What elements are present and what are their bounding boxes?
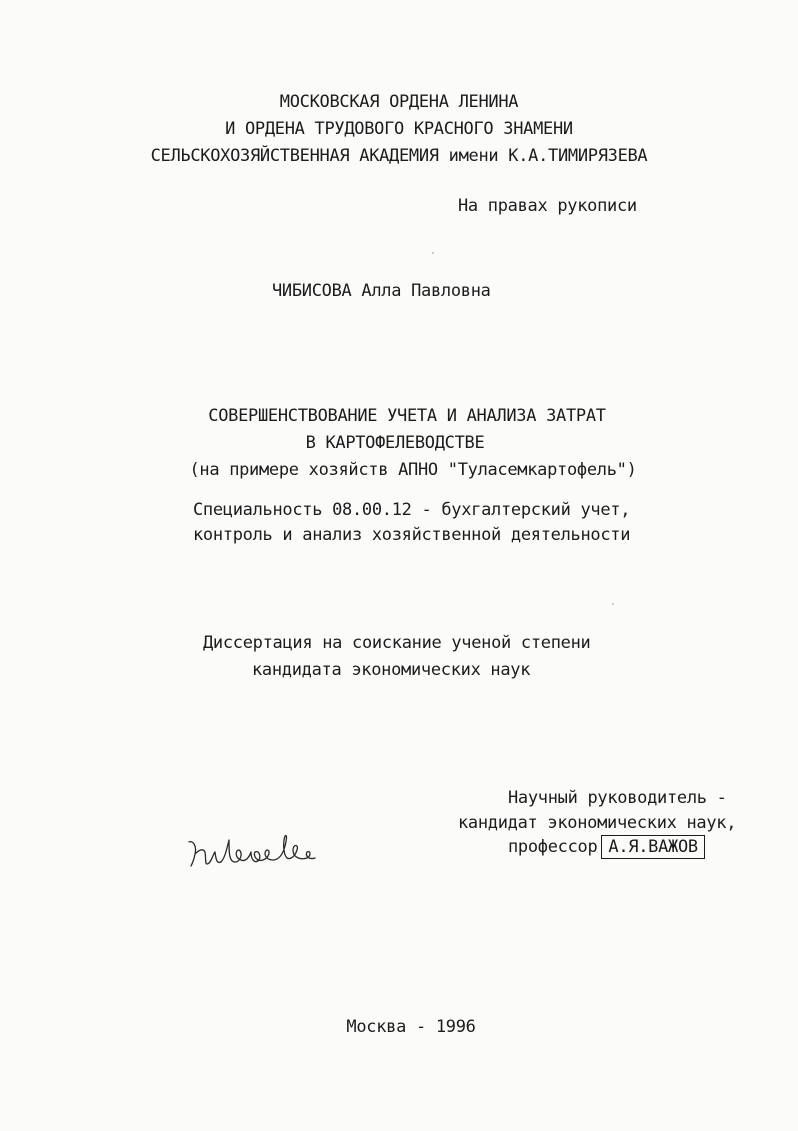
specialty-line-2: контроль и анализ хозяйственной деятельности: [193, 525, 631, 545]
title-line-1: СОВЕРШЕНСТВОВАНИЕ УЧЕТА И АНАЛИЗА ЗАТРАТ: [208, 406, 606, 426]
supervisor-line-2: кандидат экономических наук,: [458, 813, 737, 833]
supervisor-line-1: Научный руководитель -: [508, 788, 727, 808]
dissertation-line-1: Диссертация на соискание ученой степени: [203, 633, 591, 653]
manuscript-note: На правах рукописи: [458, 196, 637, 216]
institution-line-1: МОСКОВСКАЯ ОРДЕНА ЛЕНИНА: [279, 92, 519, 112]
specialty-line-1: Специальность 08.00.12 - бухгалтерский учет,: [193, 500, 631, 520]
city-year: Москва - 1996: [346, 1017, 476, 1037]
supervisor-rank: профессор: [508, 837, 598, 857]
paper-speck: [432, 252, 434, 254]
handwritten-signature: [183, 820, 343, 880]
paper-speck: [612, 603, 614, 605]
title-line-2: В КАРТОФЕЛЕВОДСТВЕ: [305, 433, 485, 453]
supervisor-name-box: А.Я.ВАЖОВ: [601, 835, 704, 859]
title-line-3: (на примере хозяйств АПНО "Туласемкартофель"): [189, 460, 637, 480]
institution-line-3: СЕЛЬСКОХОЗЯЙСТВЕННАЯ АКАДЕМИЯ имени К.А.ТИМИРЯЗЕВА: [150, 146, 648, 166]
institution-line-2: И ОРДЕНА ТРУДОВОГО КРАСНОГО ЗНАМЕНИ: [225, 119, 573, 139]
dissertation-line-2: кандидата экономических наук: [252, 660, 531, 680]
author-name: ЧИБИСОВА Алла Павловна: [272, 281, 491, 301]
supervisor-line-3: [508, 835, 705, 859]
